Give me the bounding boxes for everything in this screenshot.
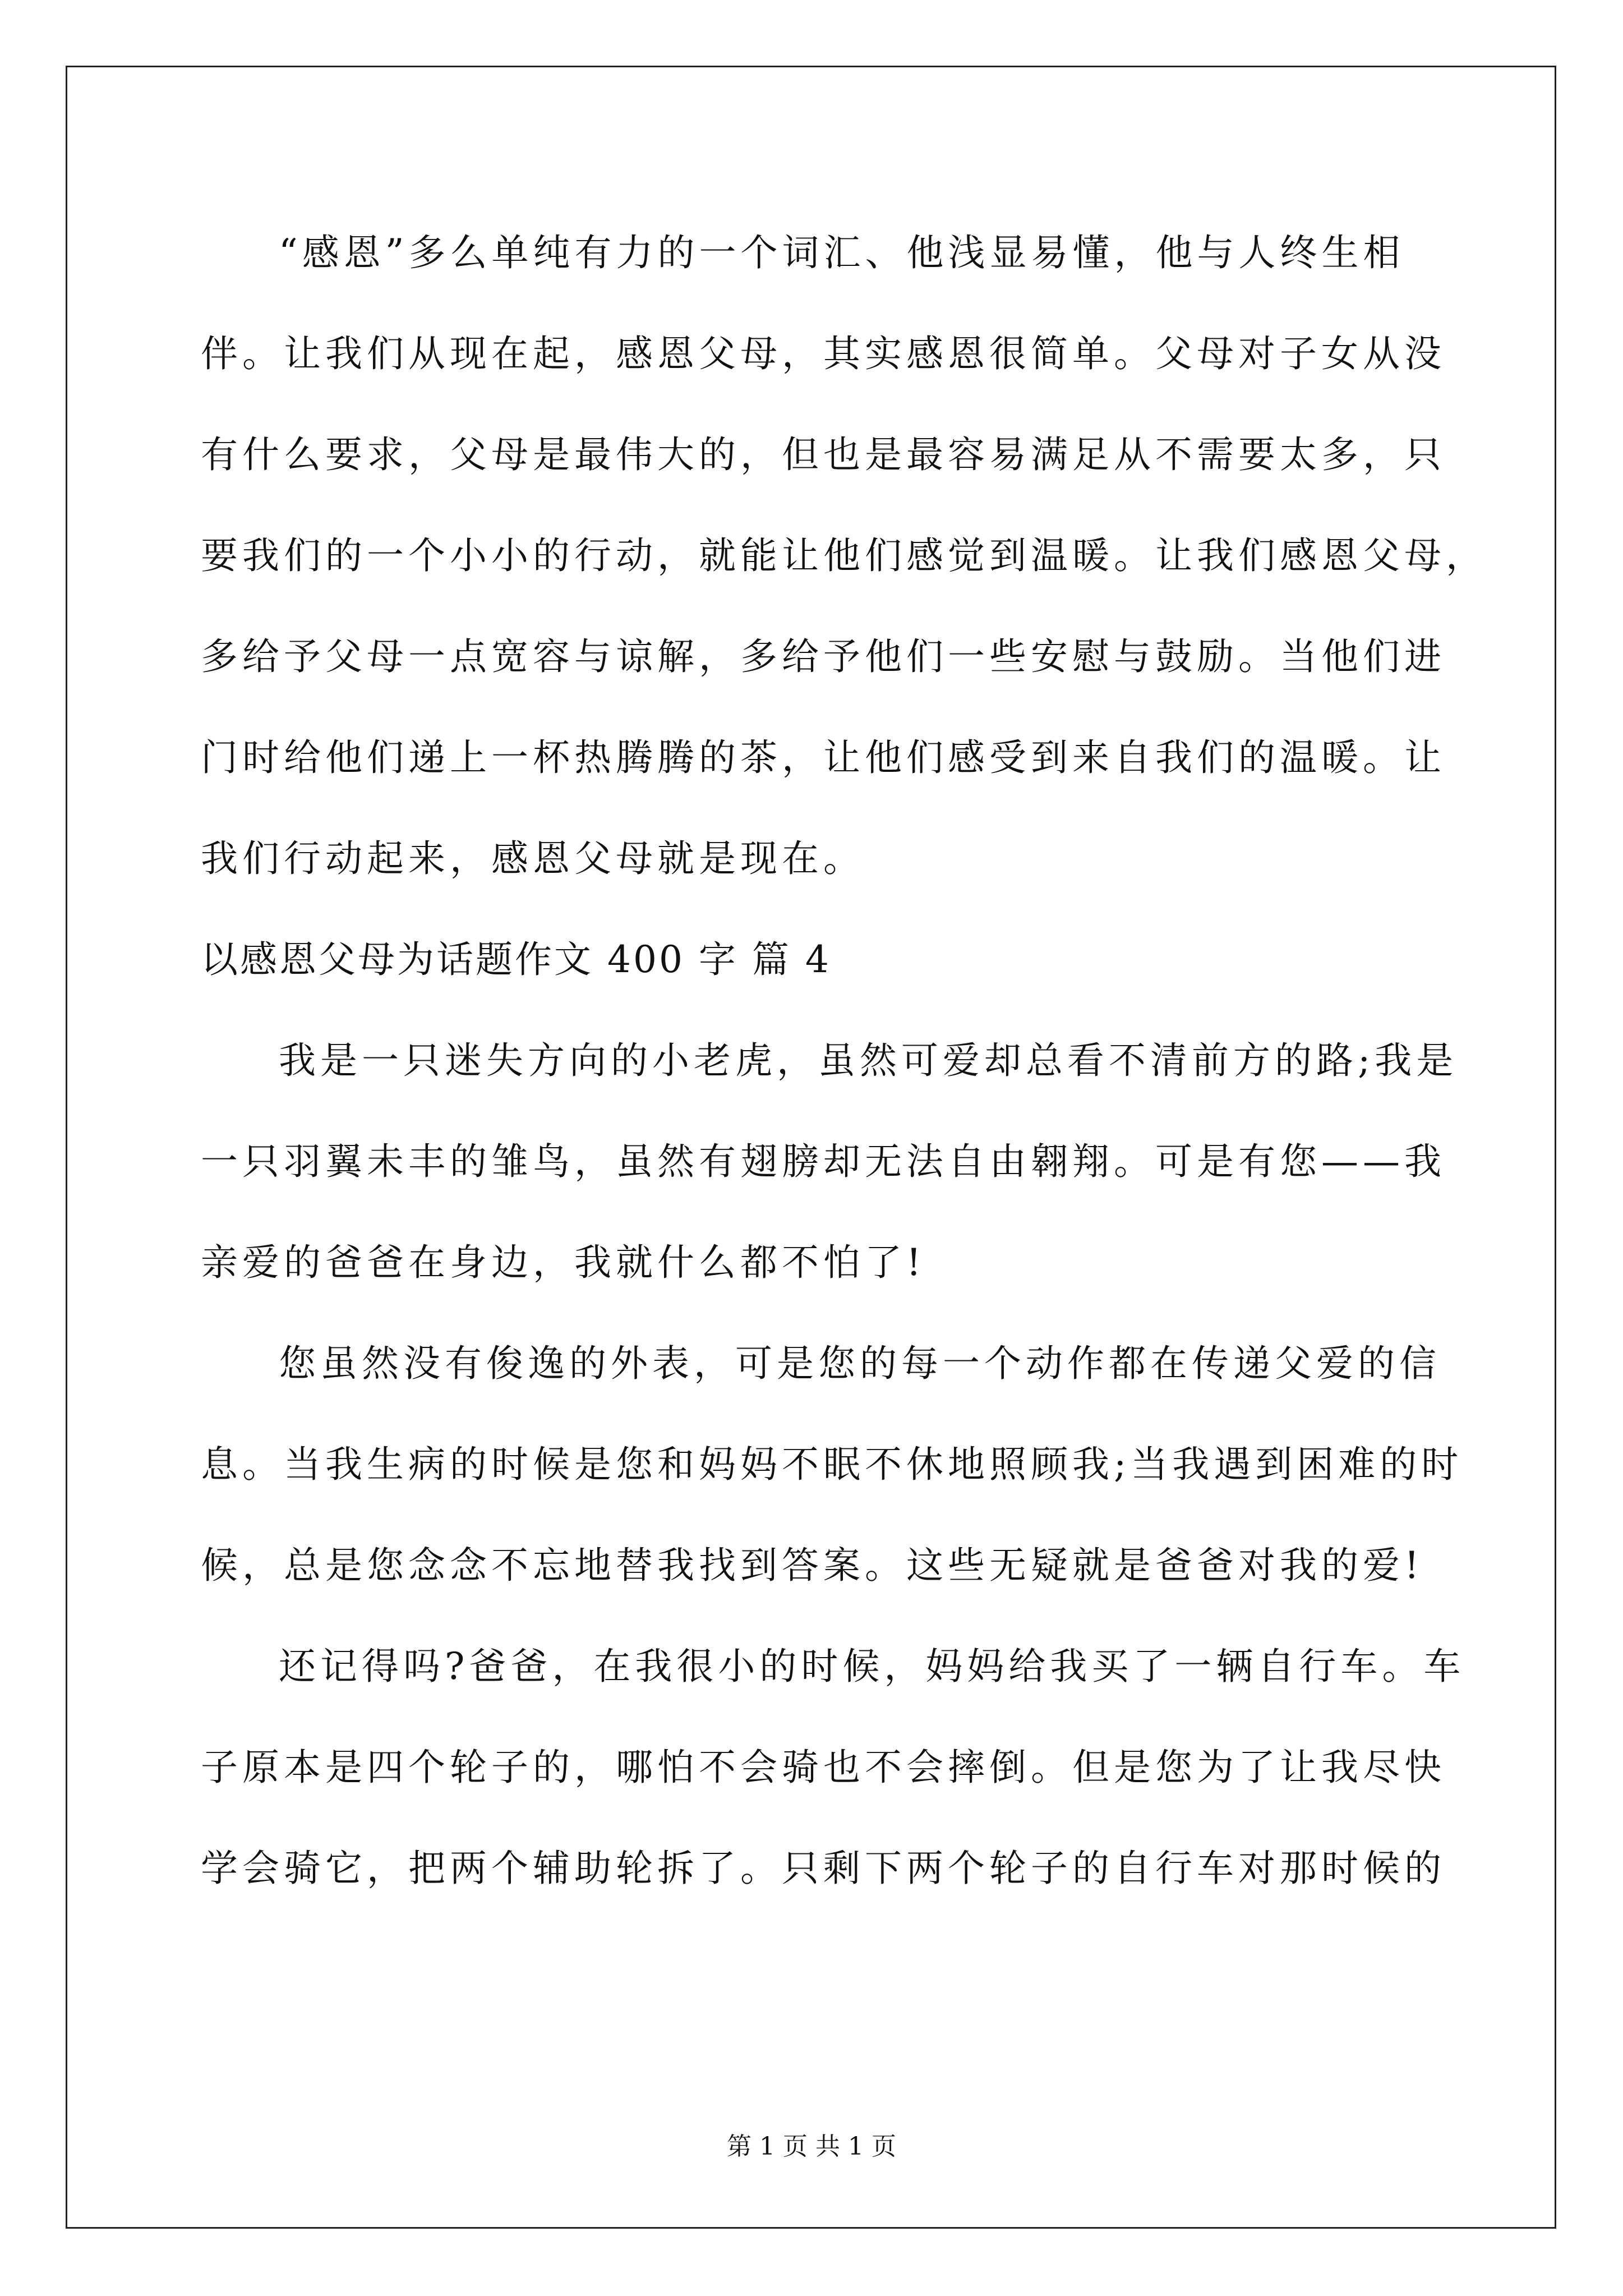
paragraph-1-line-4: 要我们的一个小小的行动，就能让他们感觉到温暖。让我们感恩父母， [201,534,1487,577]
paragraph-4-line-1: 还记得吗?爸爸，在我很小的时候，妈妈给我买了一辆自行车。车 [279,1645,1465,1688]
paragraph-2-line-1: 我是一只迷失方向的小老虎，虽然可爱却总看不清前方的路;我是 [279,1039,1458,1082]
paragraph-2-line-2: 一只羽翼未丰的雏鸟，虽然有翅膀却无法自由翱翔。可是有您——我 [201,1140,1446,1183]
paragraph-3-line-1: 您虽然没有俊逸的外表，可是您的每一个动作都在传递父爱的信 [279,1342,1441,1385]
paragraph-1-line-7: 我们行动起来，感恩父母就是现在。 [201,837,865,880]
section-heading: 以感恩父母为话题作文 400 字 篇 4 [201,938,831,981]
paragraph-1-line-3: 有什么要求，父母是最伟大的，但也是最容易满足从不需要太多，只 [201,433,1446,476]
paragraph-4-line-2: 子原本是四个轮子的，哪怕不会骑也不会摔倒。但是您为了让我尽快 [201,1746,1446,1789]
paragraph-1-line-5: 多给予父母一点宽容与谅解，多给予他们一些安慰与鼓励。当他们进 [201,635,1446,678]
paragraph-1-line-6: 门时给他们递上一杯热腾腾的茶，让他们感受到来自我们的温暖。让 [201,736,1446,779]
page-footer: 第 1 页 共 1 页 [727,2132,896,2161]
paragraph-1-line-1: “感恩”多么单纯有力的一个词汇、他浅显易懂，他与人终生相 [279,231,1405,274]
paragraph-3-line-2: 息。当我生病的时候是您和妈妈不眠不休地照顾我;当我遇到困难的时 [201,1443,1463,1486]
paragraph-1-line-2: 伴。让我们从现在起，感恩父母，其实感恩很简单。父母对子女从没 [201,332,1446,375]
paragraph-2-line-3: 亲爱的爸爸在身边，我就什么都不怕了! [201,1241,926,1284]
paragraph-4-line-3: 学会骑它，把两个辅助轮拆了。只剩下两个轮子的自行车对那时候的 [201,1847,1446,1890]
paragraph-3-line-3: 候，总是您念念不忘地替我找到答案。这些无疑就是爸爸对我的爱! [201,1544,1424,1587]
